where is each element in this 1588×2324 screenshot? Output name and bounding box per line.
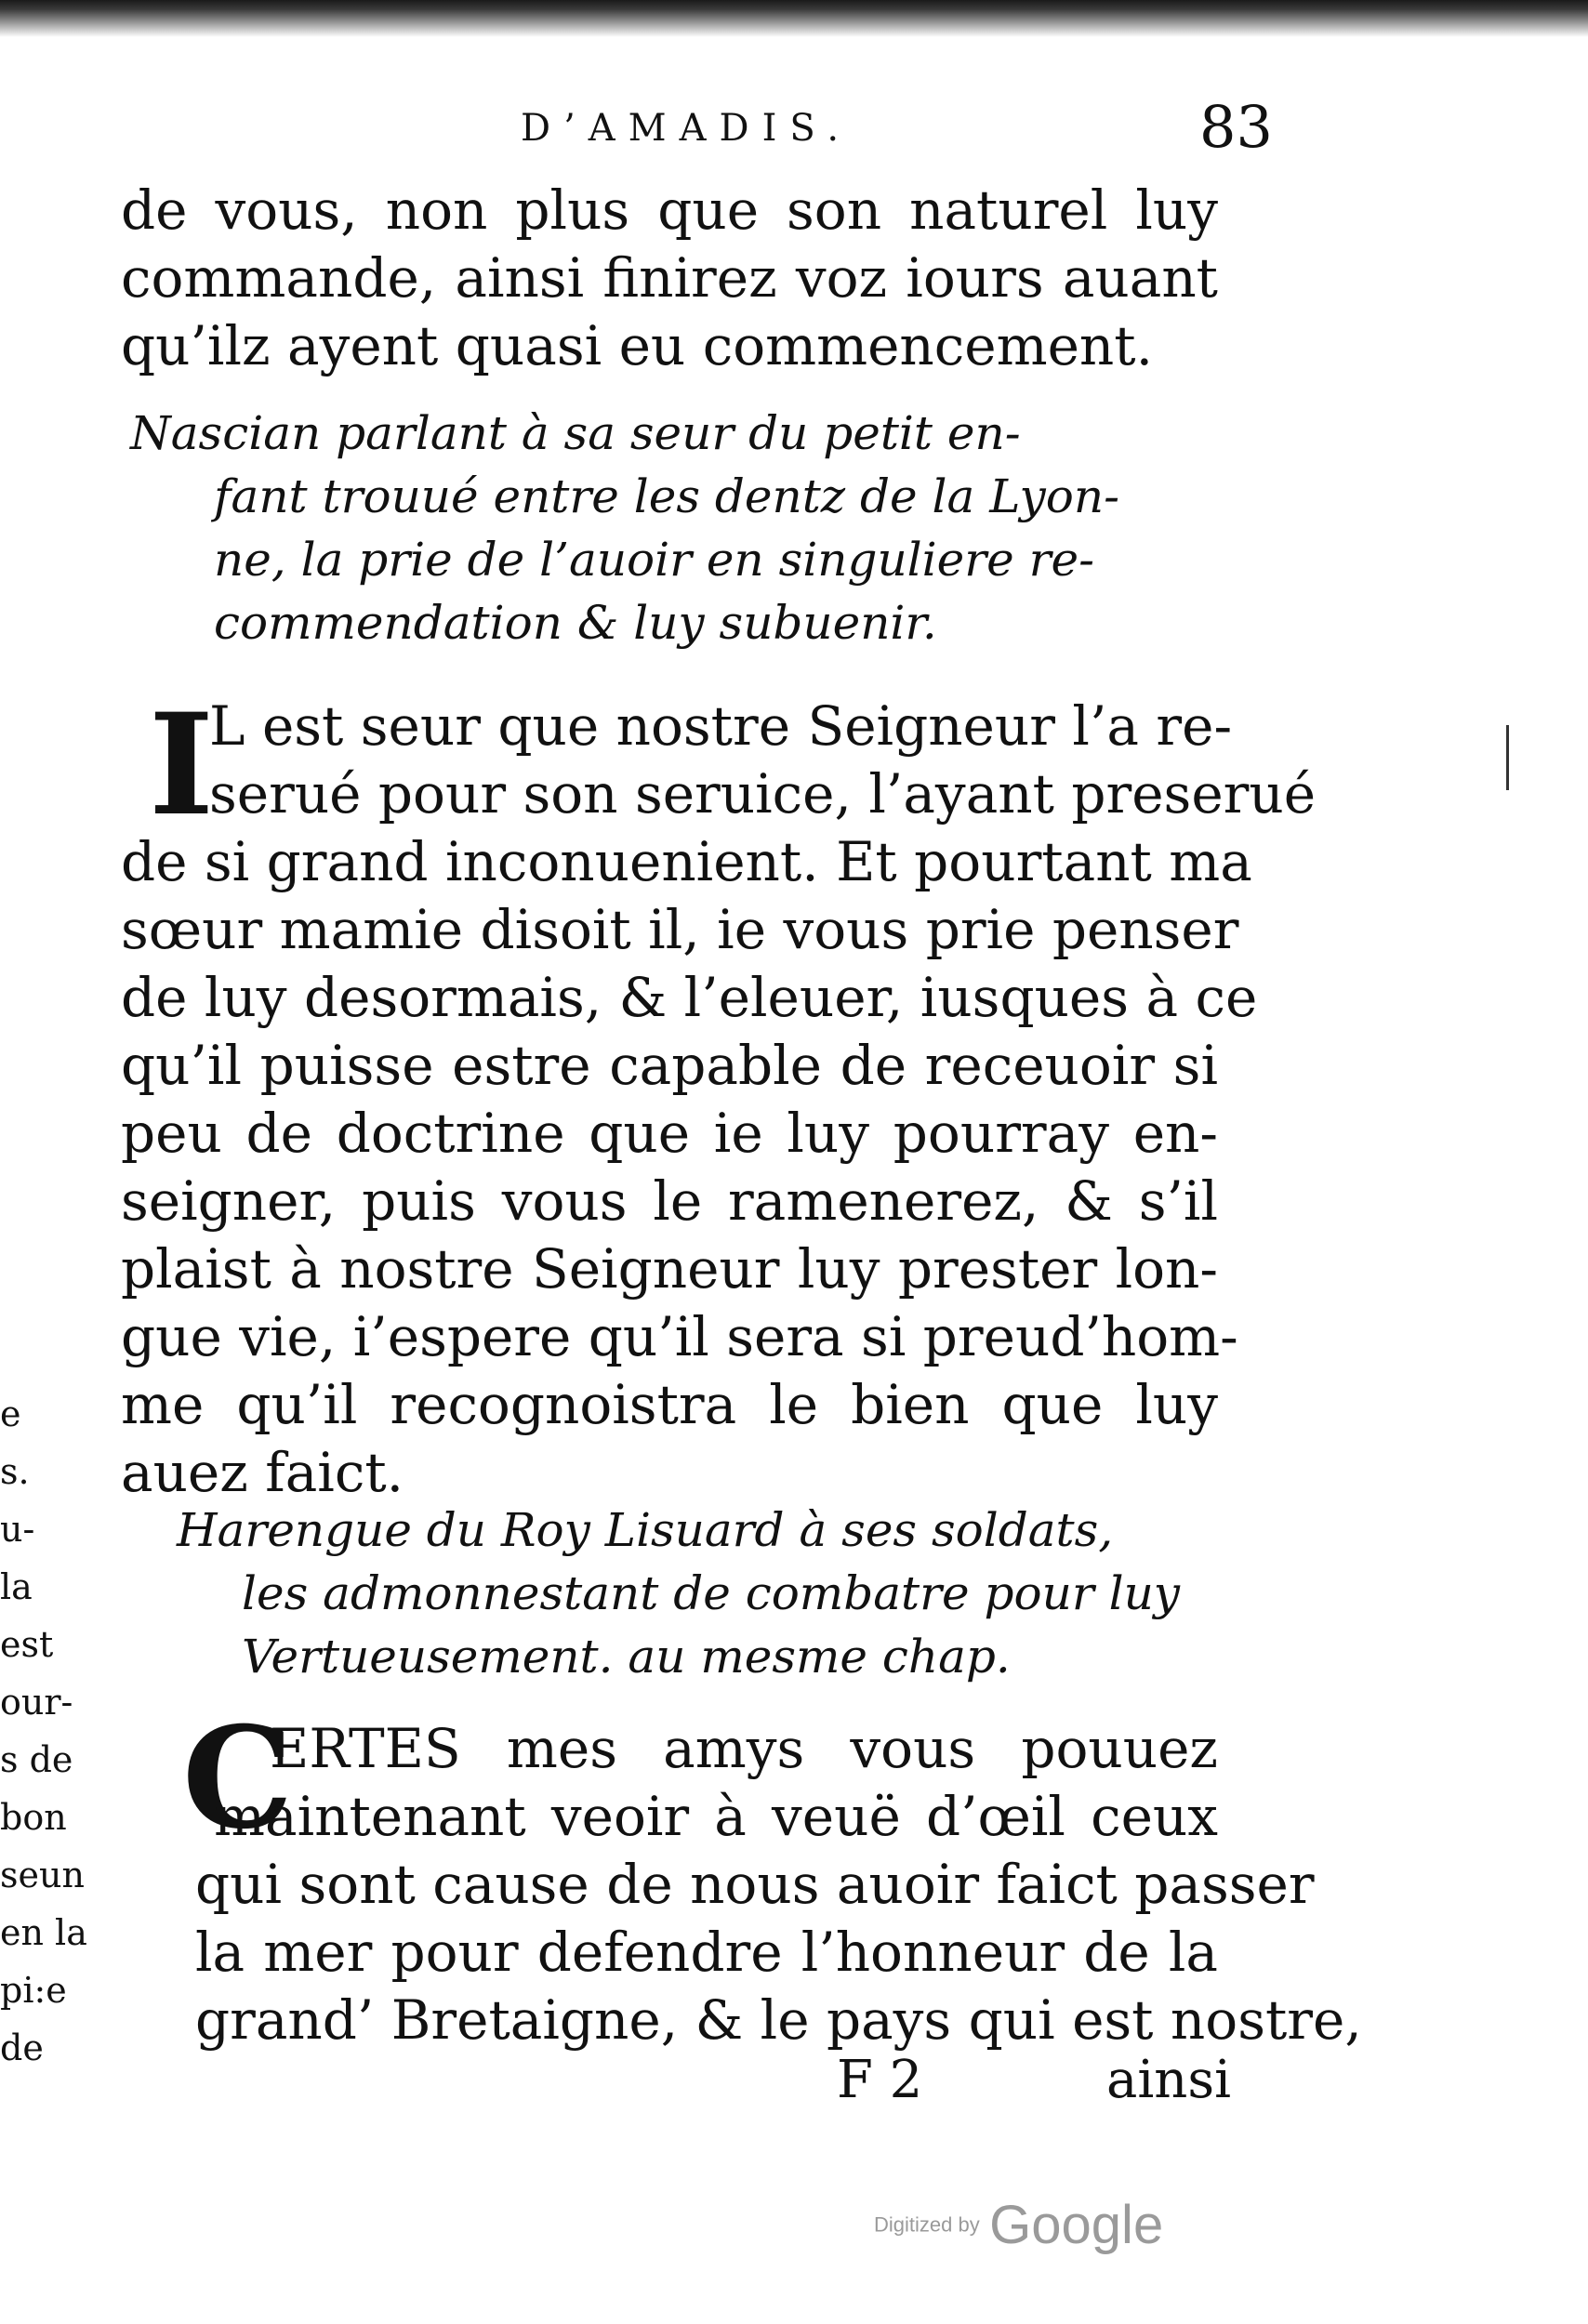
text-line: qui sont cause de nous auoir faict passer (195, 1853, 1315, 1916)
rubric-line: Harengue du Roy Lisuard à ses soldats, (177, 1503, 1114, 1557)
text-line: me qu’il recognoistra le bien que luy (121, 1373, 1218, 1436)
text-line: maintenant veoir à veuë d’œil ceux (214, 1785, 1218, 1848)
rubric-lisuard (177, 1499, 1180, 1688)
margin-fragment: bon (0, 1797, 67, 1838)
text-line: L est seur que nostre Seigneur l’a re- (209, 694, 1233, 758)
google-logo: Google (989, 2195, 1164, 2255)
rubric-line: ne, la prie de l’auoir en singuliere re- (214, 533, 1095, 587)
text-line: ERTES mes amys vous pouuez (270, 1717, 1218, 1780)
margin-fragment: s. (0, 1451, 30, 1492)
margin-fragment: e (0, 1393, 21, 1434)
rubric-line: Vertueusement. au mesme chap. (242, 1630, 1011, 1684)
page-edge-mark (1506, 725, 1509, 790)
rubric-line: fant trouué entre les dentz de la Lyon- (214, 469, 1119, 523)
running-head: D’AMADIS. (521, 107, 853, 150)
margin-fragment: la (0, 1566, 33, 1607)
paragraph-lisuard (121, 1715, 1362, 2054)
margin-fragment: u- (0, 1509, 35, 1550)
text-line: grand’ Bretaigne, & le pays qui est nostre, (195, 1988, 1362, 2052)
text-line: la mer pour defendre l’honneur de la (195, 1921, 1218, 1984)
text-line: qu’il puisse estre capable de receuoir si (121, 1034, 1218, 1097)
catchword: ainsi (1106, 2050, 1232, 2110)
text-line: serué pour son seruice, l’ayant preserué (209, 762, 1317, 825)
digitization-attribution (874, 2194, 1163, 2256)
text-line: peu de doctrine que ie luy pourray en- (121, 1102, 1218, 1165)
text-line: sœur mamie disoit il, ie vous prie penser (121, 898, 1239, 961)
margin-fragment: pi:e (0, 1970, 67, 2011)
rubric-line: Nascian parlant à sa seur du petit en- (130, 406, 1021, 460)
margin-fragment: our- (0, 1682, 73, 1723)
text-line: auez faict. (121, 1441, 404, 1504)
rubric-line: commendation & luy subuenir. (214, 596, 937, 650)
margin-fragment: est (0, 1624, 54, 1665)
text-line: de luy desormais, & l’eleuer, iusques à ce (121, 966, 1258, 1029)
drop-cap-i: I (149, 683, 215, 847)
text-line: de si grand inconuenient. Et pourtant ma (121, 830, 1252, 893)
paragraph-nascian (121, 683, 1317, 1507)
text-line: commande, ainsi finirez voz iours auant (121, 246, 1218, 310)
rubric-nascian (130, 402, 1119, 654)
margin-fragment: de (0, 2027, 44, 2068)
adjacent-page-margin (0, 1385, 87, 2077)
digitized-by-label: Digitized by (874, 2212, 980, 2237)
text-line: gue vie, i’espere qu’il sera si preud’hom- (121, 1305, 1238, 1368)
signature-mark: F 2 (837, 2050, 923, 2110)
drop-cap-c: C (182, 1697, 294, 1860)
text-line: plaist à nostre Seigneur luy prester lon- (121, 1237, 1218, 1301)
margin-fragment: s de (0, 1739, 73, 1780)
opening-paragraph (121, 177, 1218, 380)
rubric-line: les admonnestant de combatre pour luy (242, 1566, 1181, 1620)
margin-fragment: en la (0, 1912, 87, 1953)
text-line: qu’ilz ayent quasi eu commencement. (121, 314, 1154, 377)
text-line: de vous, non plus que son naturel luy (121, 178, 1218, 242)
margin-fragment: seun (0, 1855, 85, 1895)
page-number: 83 (1199, 93, 1273, 161)
text-line: seigner, puis vous le ramenerez, & s’il (121, 1169, 1218, 1233)
